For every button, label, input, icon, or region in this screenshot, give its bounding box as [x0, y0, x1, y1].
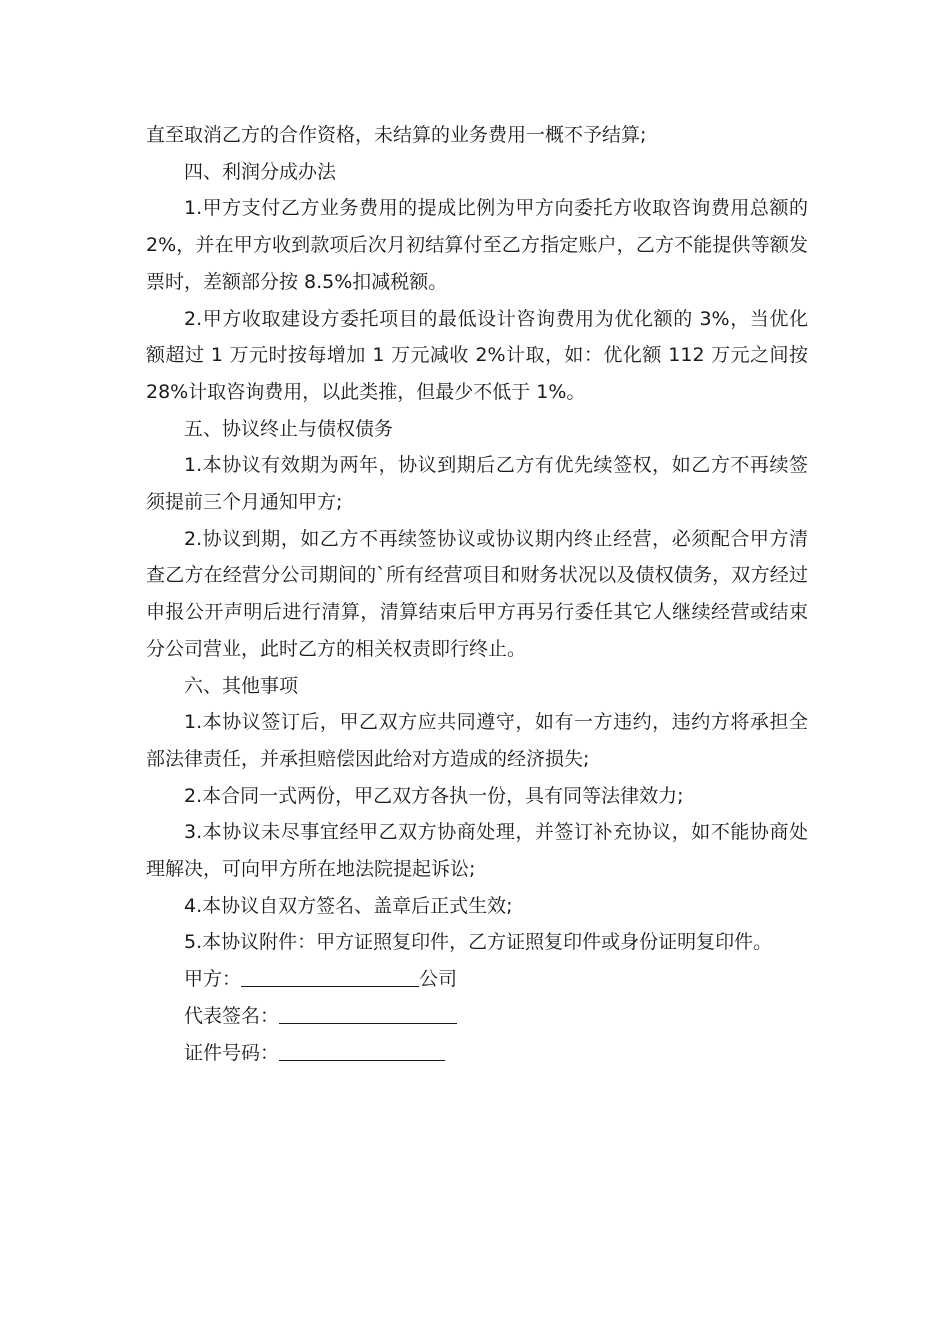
- party-a-label: 甲方：: [184, 968, 242, 991]
- paragraph: 1.本协议有效期为两年，协议到期后乙方有优先续签权，如乙方不再续签须提前三个月通知甲方;: [146, 454, 808, 514]
- paragraph: 1.甲方支付乙方业务费用的提成比例为甲方向委托方收取咨询费用总额的 2%，并在甲方收到款项后次月初结算付至乙方指定账户，乙方不能提供等额发票时，差额部分按 8.5%扣减税额。: [146, 197, 808, 293]
- paragraph: 2.协议到期，如乙方不再续签协议或协议期内终止经营，必须配合甲方清查乙方在经营分公司期间的`所有经营项目和财务状况以及债权债务，双方经过申报公开声明后进行清算，清算结束后甲方再另行委任其它人继续经营或结束分公司营业，此时乙方的相关权责即行终止。: [146, 527, 808, 660]
- section-heading-termination: 五、协议终止与债权债务: [184, 417, 394, 440]
- party-a-blank[interactable]: [241, 964, 419, 987]
- paragraph: 直至取消乙方的合作资格，未结算的业务费用一概不予结算;: [146, 124, 647, 146]
- document-body: [146, 117, 808, 1071]
- id-number-label: 证件号码：: [184, 1041, 280, 1064]
- id-number-blank[interactable]: [279, 1038, 445, 1061]
- paragraph: 3.本协议未尽事宜经甲乙双方协商处理，并签订补充协议，如不能协商处理解决，可向甲方所在地法院提起诉讼;: [146, 821, 808, 881]
- section-heading-profit-sharing: 四、利润分成办法: [184, 160, 337, 183]
- signature-id-number: [146, 1035, 808, 1072]
- paragraph: 4.本协议自双方签名、盖章后正式生效;: [184, 894, 513, 917]
- paragraph: 2.甲方收取建设方委托项目的最低设计咨询费用为优化额的 3%，当优化额超过 1 万元时按每增加 1 万元减收 2%计取，如：优化额 112 万元之间按 28%计取咨询费用，以此类推，但最少不低于 1%。: [146, 307, 808, 403]
- representative-label: 代表签名：: [184, 1004, 280, 1027]
- signature-representative: [146, 998, 808, 1035]
- paragraph: 1.本协议签订后，甲乙双方应共同遵守，如有一方违约，违约方将承担全部法律责任，并承担赔偿因此给对方造成的经济损失;: [146, 711, 808, 770]
- section-heading-other-matters: 六、其他事项: [184, 674, 299, 697]
- paragraph: 5.本协议附件：甲方证照复印件，乙方证照复印件或身份证明复印件。: [184, 931, 773, 954]
- paragraph: 2.本合同一式两份，甲乙双方各执一份，具有同等法律效力;: [184, 784, 684, 807]
- representative-blank[interactable]: [279, 1001, 457, 1024]
- party-a-suffix: 公司: [419, 968, 458, 991]
- signature-party-a: [146, 961, 808, 998]
